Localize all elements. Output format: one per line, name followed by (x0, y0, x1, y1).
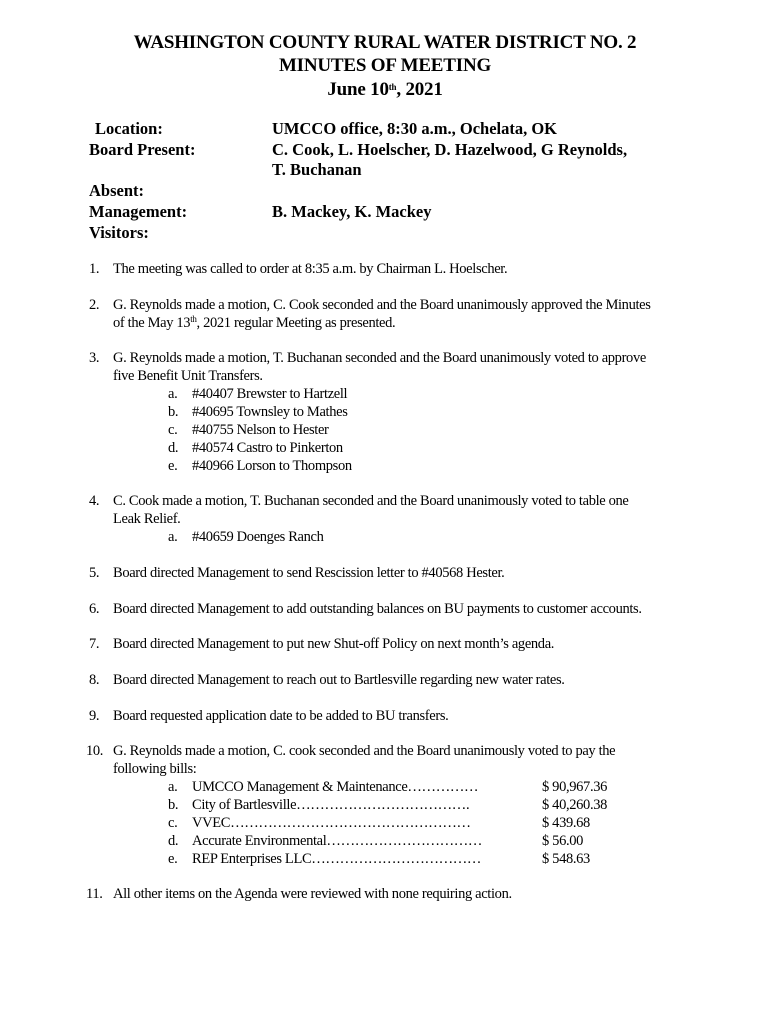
transfer-item: #40574 Castro to Pinkerton (192, 440, 343, 456)
bill-payee: REP Enterprises LLC……………………………… (192, 851, 482, 867)
sub-item-letter: c. (168, 815, 178, 831)
district-title: WASHINGTON COUNTY RURAL WATER DISTRICT NO. 2 (133, 32, 637, 53)
sub-item-letter: c. (168, 422, 178, 438)
item-number: 4. (89, 493, 100, 509)
management-value: B. Mackey, K. Mackey (272, 202, 432, 221)
item-number: 9. (89, 708, 100, 724)
transfer-item: #40695 Townsley to Mathes (192, 404, 348, 420)
item-4-text-cont: Leak Relief. (113, 511, 181, 527)
item-3-text: G. Reynolds made a motion, T. Buchanan seconded and the Board unanimously voted to approve (113, 350, 646, 366)
item-number: 10. (86, 743, 104, 759)
sub-item-letter: e. (168, 851, 178, 867)
location-label: Location: (95, 119, 163, 138)
item-8-text: Board directed Management to reach out to Bartlesville regarding new water rates. (113, 672, 565, 688)
item-number: 5. (89, 565, 100, 581)
item-number: 11. (86, 886, 103, 902)
bill-payee: City of Bartlesville………………………………. (192, 797, 470, 813)
leak-relief-item: #40659 Doenges Ranch (192, 529, 324, 545)
bill-amount: $ 40,260.38 (542, 797, 608, 813)
item-10-text: G. Reynolds made a motion, C. cook seconded and the Board unanimously voted to pay the (113, 743, 616, 759)
item-4-text: C. Cook made a motion, T. Buchanan seconded and the Board unanimously voted to table one (113, 493, 629, 509)
item-7-text: Board directed Management to put new Shut-off Policy on next month’s agenda. (113, 636, 555, 652)
item-3-text-cont: five Benefit Unit Transfers. (113, 368, 263, 384)
bill-amount: $ 548.63 (542, 851, 590, 867)
absent-label: Absent: (89, 181, 145, 200)
sub-item-letter: e. (168, 458, 178, 474)
bill-payee: UMCCO Management & Maintenance…………… (192, 779, 479, 795)
sub-item-letter: b. (168, 797, 179, 813)
location-value: UMCCO office, 8:30 a.m., Ochelata, OK (272, 119, 558, 138)
bill-amount: $ 439.68 (542, 815, 590, 831)
sub-item-letter: b. (168, 404, 179, 420)
item-1-text: The meeting was called to order at 8:35 a.m. by Chairman L. Hoelscher. (113, 261, 508, 277)
item-5-text: Board directed Management to send Rescission letter to #40568 Hester. (113, 565, 505, 581)
item-number: 6. (89, 601, 100, 617)
item-6-text: Board directed Management to add outstanding balances on BU payments to customer accounts. (113, 601, 642, 617)
item-number: 3. (89, 350, 100, 366)
sub-item-letter: d. (168, 833, 179, 849)
item-number: 7. (89, 636, 100, 652)
sub-item-letter: a. (168, 386, 178, 402)
sub-item-letter: a. (168, 779, 178, 795)
document-title: MINUTES OF MEETING (278, 55, 492, 76)
bill-payee: Accurate Environmental…………………………… (192, 833, 483, 849)
item-number: 1. (89, 261, 100, 277)
board-present-value-cont: T. Buchanan (272, 160, 362, 179)
sub-item-letter: d. (168, 440, 179, 456)
bill-amount: $ 90,967.36 (542, 779, 608, 795)
sub-item-letter: a. (168, 529, 178, 545)
meeting-date: June 10th, 2021 (327, 79, 443, 100)
item-number: 2. (89, 297, 100, 313)
board-present-value: C. Cook, L. Hoelscher, D. Hazelwood, G Reynolds, (272, 140, 628, 159)
bill-amount: $ 56.00 (542, 833, 584, 849)
transfer-item: #40407 Brewster to Hartzell (192, 386, 348, 402)
item-number: 8. (89, 672, 100, 688)
visitors-label: Visitors: (89, 223, 149, 242)
item-2-text-cont: of the May 13th, 2021 regular Meeting as presented. (113, 314, 396, 331)
board-present-label: Board Present: (89, 140, 196, 159)
item-10-text-cont: following bills: (113, 761, 197, 777)
management-label: Management: (89, 202, 188, 221)
transfer-item: #40755 Nelson to Hester (192, 422, 329, 438)
transfer-item: #40966 Lorson to Thompson (192, 458, 352, 474)
item-2-text: G. Reynolds made a motion, C. Cook seconded and the Board unanimously approved the Minutes (113, 297, 651, 313)
item-9-text: Board requested application date to be added to BU transfers. (113, 708, 449, 724)
item-11-text: All other items on the Agenda were reviewed with none requiring action. (113, 886, 512, 902)
bill-payee: VVEC…………………………………………… (192, 815, 471, 831)
